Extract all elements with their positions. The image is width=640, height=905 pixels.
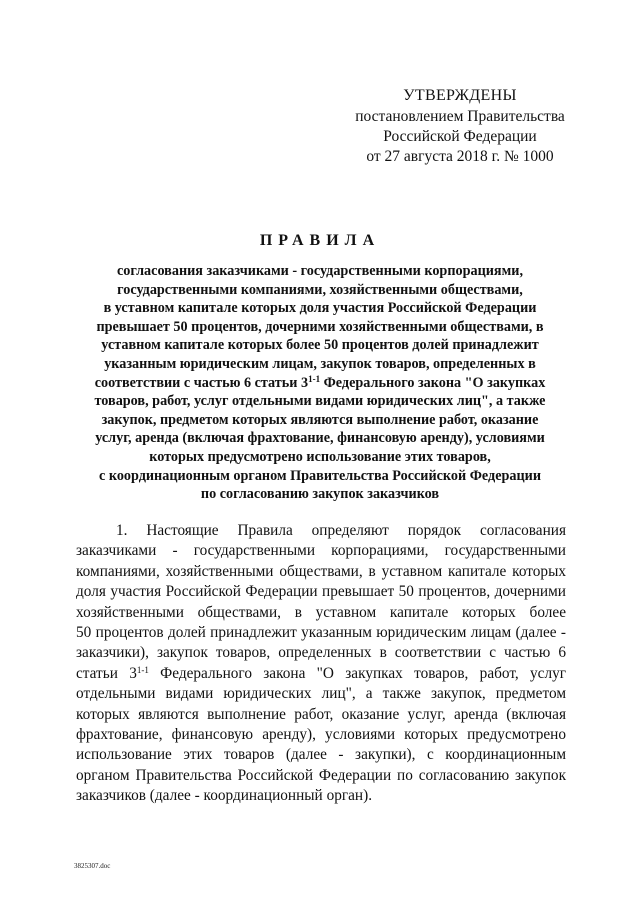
paragraph-line: фрахтование, финансовую аренду), условиями которых предусмотрено (76, 725, 566, 743)
subtitle-line: которых предусмотрено использование этих товаров, (149, 448, 491, 465)
subtitle-text: соответствии с частью 6 статьи 3 (94, 374, 309, 391)
subtitle-text: Федерального закона "О закупках (320, 374, 546, 391)
paragraph-line: 50 процентов долей принадлежит указанным юридическим лицам (далее - (76, 623, 566, 641)
superscript: 1-1 (136, 664, 149, 675)
file-name-footer: 3825307.doc (74, 862, 111, 870)
approval-block (340, 86, 580, 167)
approval-date-number: от 27 августа 2018 г. № 1000 (366, 148, 554, 165)
subtitle-line (70, 374, 570, 393)
document-title: ПРАВИЛА (259, 232, 381, 249)
paragraph-text: статьи 3 (76, 664, 137, 682)
paragraph-line: которых являются выполнение работ, оказание услуг, аренда (включая (76, 705, 566, 723)
approval-line: Российской Федерации (383, 128, 537, 145)
paragraph-line: использование этих товаров (далее - закупки), с координационным (76, 746, 566, 764)
paragraph-line: заказчики), закупок товаров, определенных в соответствии с частью 6 (76, 644, 566, 662)
paragraph-line: хозяйственными обществами, в уставном капитале которых более (76, 603, 566, 621)
approval-heading: УТВЕРЖДЕНЫ (403, 87, 517, 104)
subtitle-line: закупок, предметом которых являются выполнение работ, оказание (101, 411, 539, 428)
paragraph-text: Федерального закона "О закупках товаров, работ, услуг (148, 664, 566, 682)
paragraph-line (76, 664, 566, 684)
subtitle-line: указанным юридическим лицам, закупок товаров, определенных в (104, 355, 536, 372)
paragraph-1 (76, 521, 566, 806)
approval-line: постановлением Правительства (355, 108, 565, 125)
paragraph-line: 1. Настоящие Правила определяют порядок согласования (116, 522, 566, 539)
paragraph-line: компаниями, хозяйственными обществами, в уставном капитале которых (76, 562, 566, 580)
paragraph-line: доля участия Российской Федерации превышает 50 процентов, дочерними (76, 583, 566, 601)
subtitle-line: превышает 50 процентов, дочерними хозяйственными обществами, в (96, 318, 544, 335)
subtitle-line: с координационным органом Правительства Российской Федерации (98, 467, 542, 484)
subtitle-line: государственными компаниями, хозяйственными обществами, (117, 281, 523, 298)
superscript: 1-1 (308, 373, 321, 384)
subtitle-line: услуг, аренда (включая фрахтование, финансовую аренду), условиями (95, 430, 545, 447)
subtitle-line: в уставном капитале которых доля участия Российской Федерации (103, 300, 537, 317)
subtitle-line: уставном капитале которых более 50 процентов долей принадлежит (101, 337, 539, 354)
paragraph-line: заказчиков (далее - координационный орган). (76, 787, 373, 805)
subtitle-line: товаров, работ, услуг отдельными видами юридических лиц", а также (94, 393, 546, 410)
subtitle-line: по согласованию закупок заказчиков (200, 486, 440, 503)
subtitle-line: согласования заказчиками - государственными корпорациями, (116, 263, 523, 279)
paragraph-line: отдельными видами юридических лиц", а также закупок, предметом (76, 685, 566, 703)
paragraph-line: органом Правительства Российской Федерации по согласованию закупок (76, 766, 566, 784)
paragraph-line: заказчиками - государственными корпорациями, государственными (76, 542, 566, 560)
document-subtitle (70, 262, 570, 504)
